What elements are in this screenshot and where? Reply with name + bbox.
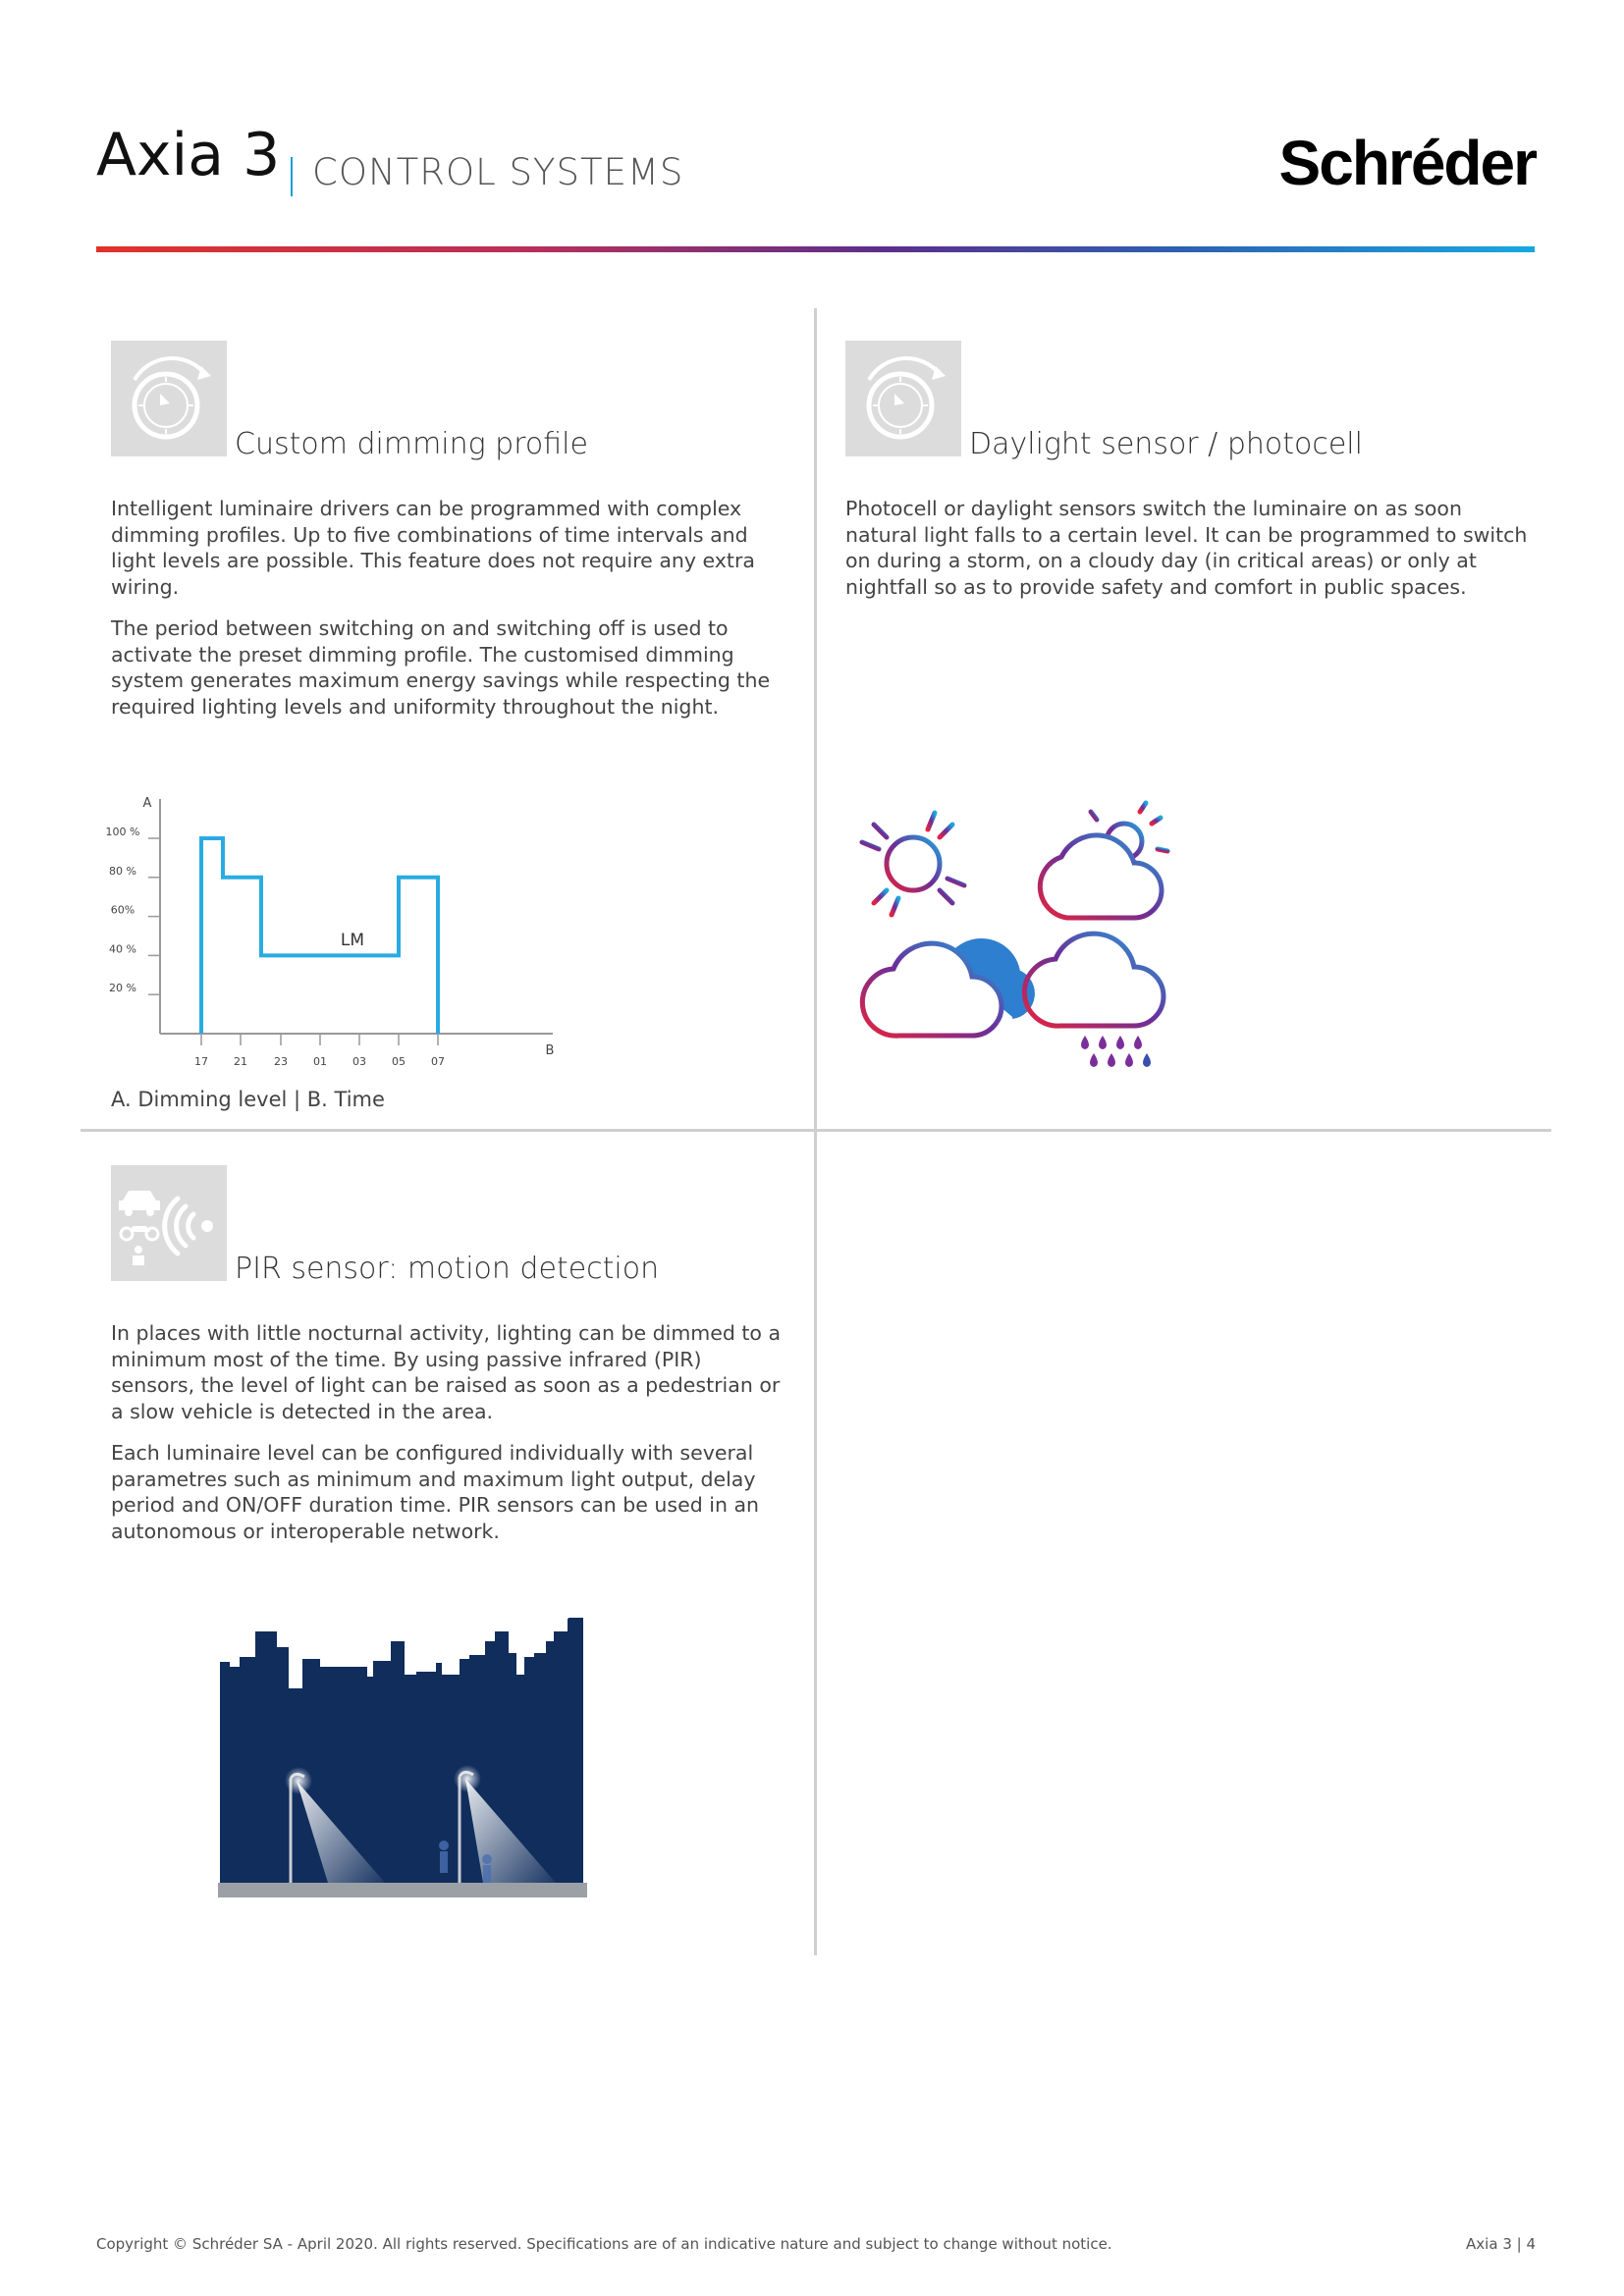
y-tick-label: 100 % — [105, 826, 140, 838]
x-tick-label: 21 — [234, 1055, 247, 1068]
pir-body — [111, 1320, 788, 1560]
daylight-body — [845, 496, 1533, 615]
dimming-profile-line — [201, 838, 438, 1034]
y-tick-label: 80 % — [109, 864, 136, 878]
dimming-paragraph-1: Intelligent luminaire drivers can be programmed with complex dimming profiles. Up to five combinations of time intervals and light levels are possible. This feature does not require any extra wiring. — [111, 497, 755, 599]
motion-sensor-icon — [111, 1165, 227, 1281]
pir-section-title: PIR sensor: motion detection — [235, 1252, 660, 1286]
page-number: Axia 3 | 4 — [1466, 2235, 1536, 2253]
dimming-section-title: Custom dimming profile — [235, 427, 588, 461]
brand-logo: Schréder — [1278, 128, 1536, 198]
daylight-section-title: Daylight sensor / photocell — [969, 427, 1363, 461]
chart-annotation-lm: LM — [340, 931, 365, 950]
dimming-paragraph-2: The period between switching on and switching off is used to activate the preset dimming profile. The customised dimming system generates maximum energy savings while respecting the required lighting levels and uniformity throughout the night. — [111, 616, 771, 719]
x-tick-label: 05 — [392, 1055, 406, 1068]
title-separator — [291, 157, 293, 196]
y-tick-label: 40 % — [109, 942, 136, 956]
dimmer-dial-icon — [111, 341, 227, 456]
horizontal-divider — [81, 1129, 1551, 1132]
rain-icon — [1024, 934, 1164, 1067]
sun-icon — [858, 809, 968, 919]
section-title: CONTROL SYSTEMS — [312, 151, 684, 193]
chart-x-label: B — [545, 1043, 555, 1058]
city-night-illustration — [218, 1618, 587, 1897]
x-tick-label: 23 — [274, 1055, 288, 1068]
vertical-divider — [814, 308, 817, 1955]
dimmer-dial-icon — [845, 341, 961, 456]
pir-paragraph-2: Each luminaire level can be configured individually with several parametres such as minimum and maximum light output, delay period and ON/OFF duration time. PIR sensors can be used in an autonomous or interoperable network. — [111, 1441, 760, 1543]
daylight-paragraph-1: Photocell or daylight sensors switch the luminaire on as soon natural light falls to a certain level. It can be programmed to switch on during a storm, on a cloudy day (in critical areas) or only at nightfall so as to provide safety and comfort in public spaces. — [845, 497, 1528, 599]
x-tick-label: 07 — [431, 1055, 445, 1068]
x-tick-label: 03 — [352, 1055, 366, 1068]
cloudy-icon — [862, 940, 1032, 1036]
dimming-chart — [98, 785, 569, 1070]
x-tick-label: 01 — [313, 1055, 327, 1068]
product-title: Axia 3 — [96, 121, 281, 189]
x-tick-label: 17 — [194, 1055, 208, 1068]
chart-y-label: A — [142, 796, 152, 811]
dimming-body — [111, 496, 788, 735]
weather-icons — [839, 790, 1193, 1085]
chart-caption: A. Dimming level | B. Time — [111, 1088, 385, 1111]
header-gradient-rule — [96, 246, 1535, 252]
partly-cloudy-icon — [1040, 798, 1167, 918]
y-tick-label: 60% — [110, 903, 135, 917]
pir-paragraph-1: In places with little nocturnal activity, lighting can be dimmed to a minimum most of the time. By using passive infrared (PIR) sensors, the level of light can be raised as soon as a pedestrian or a slow vehicle is detected in the area. — [111, 1321, 782, 1423]
y-tick-label: 20 % — [109, 982, 136, 995]
footer-copyright: Copyright © Schréder SA - April 2020. All rights reserved. Specifications are of an indicative nature and subject to change without notice. — [96, 2235, 1112, 2253]
